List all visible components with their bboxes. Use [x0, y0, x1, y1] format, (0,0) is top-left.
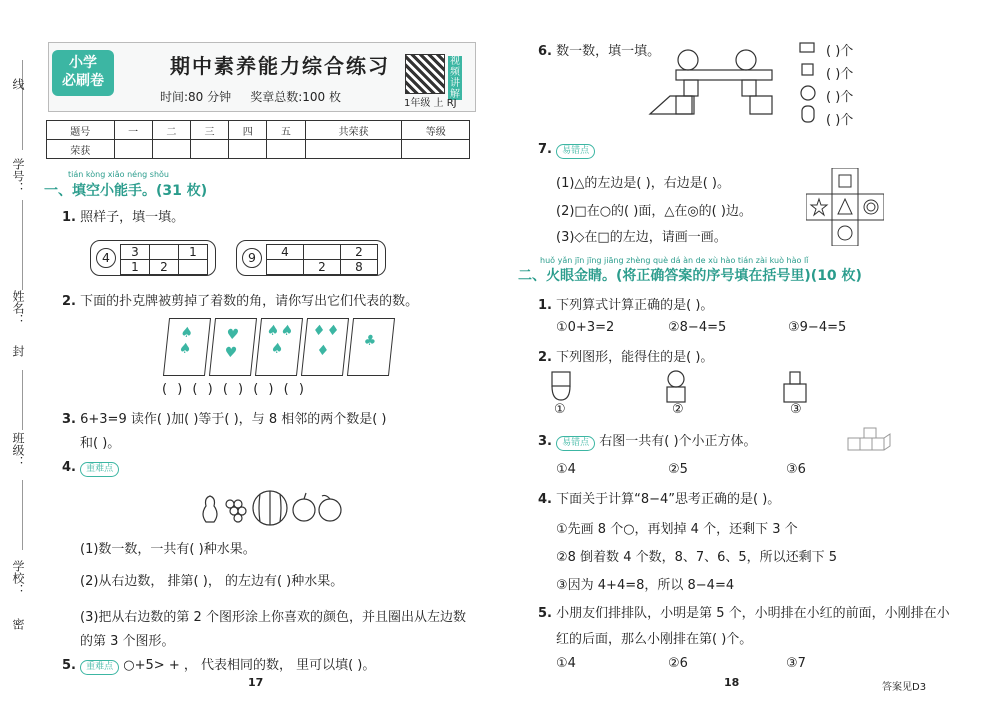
playing-card: ♥ ♥ — [209, 318, 257, 376]
cross-grid-figure — [806, 168, 884, 246]
choice-question-4: 4. 下面关于计算“8−4”思考正确的是( )。 — [538, 492, 781, 507]
choice-question-5: 5. 小朋友们排排队，小明是第 5 个，小明排在小红的前面，小刚排在小 — [538, 606, 950, 621]
option[interactable]: ②8 倒着数 4 个数，8、7、6、5，所以还剩下 5 — [556, 550, 838, 565]
option[interactable]: ②8−4=5 — [668, 320, 727, 335]
playing-card: ♠ ♠ — [163, 318, 211, 376]
name-label: 姓名： — [11, 290, 25, 326]
cut-line — [22, 200, 23, 290]
question-5: 5. 重难点 ○+5> + ， 代表相同的数， 里可以填( )。 — [62, 658, 376, 673]
option[interactable]: ②6 — [668, 656, 688, 671]
table-row: 题号 一 二 三 四 五 共荣获 等级 — [47, 121, 470, 140]
option[interactable]: ③9−4=5 — [788, 320, 847, 335]
total-circle: 4 — [96, 248, 116, 268]
question-4-b: (2)从右边数， 排第( )， 的左边有( )种水果。 — [80, 574, 344, 589]
cut-line — [22, 480, 23, 550]
blocks-figure — [646, 48, 776, 118]
exam-info — [160, 88, 341, 105]
playing-card: ♠ ♠ ♠ — [255, 318, 303, 376]
fruit-row — [198, 484, 358, 531]
page-number: 17 — [248, 676, 264, 689]
difficulty-tag: 易错点 — [556, 144, 595, 159]
question-3-cont: 和( )。 — [80, 436, 121, 451]
option[interactable]: ①先画 8 个○，再划掉 4 个，还剩下 3 个 — [556, 522, 798, 537]
section-title: 二、火眼金睛。(将正确答案的序号填在括号里)(10 枚) — [518, 268, 862, 284]
page-number: 18 — [724, 676, 740, 689]
cut-line — [22, 60, 23, 150]
score-table — [46, 120, 470, 159]
option[interactable]: ①0+3=2 — [556, 320, 615, 335]
question-4-c: (3)把从右边数的第 2 个图形涂上你喜欢的颜色，并且圈出从左边数 — [80, 610, 466, 625]
legend-shapes — [798, 40, 818, 128]
cube-stack — [846, 426, 894, 457]
question-4-c-cont: 的第 3 个图形。 — [80, 634, 175, 649]
question-6: 6. 数一数，填一填。 — [538, 44, 661, 59]
option[interactable]: ②5 — [668, 462, 688, 477]
question-3: 3. 6+3=9 读作( )加( )等于( )，与 8 相邻的两个数是( ) — [62, 412, 387, 427]
question-7-c: (3)◇在□的左边，请画一画。 — [556, 230, 727, 245]
difficulty-tag: 重难点 — [80, 660, 119, 675]
option[interactable]: ② — [672, 402, 684, 417]
question-1: 1. 照样子，填一填。 — [62, 210, 185, 225]
question-4-a: (1)数一数，一共有( )种水果。 — [80, 542, 256, 557]
option[interactable]: ③因为 4+4=8，所以 8−4=4 — [556, 578, 735, 593]
circle-shape: ○ — [123, 658, 135, 673]
count-answer[interactable]: ( )个 — [826, 90, 854, 105]
answer-blanks[interactable]: ( ) ( ) ( ) ( ) ( ) — [162, 382, 304, 397]
fruit-icons — [198, 484, 358, 528]
question-4: 4. 重难点 — [62, 460, 119, 477]
question-7: 7. 易错点 — [538, 142, 595, 159]
option[interactable]: ③6 — [786, 462, 806, 477]
option[interactable]: ①4 — [556, 462, 576, 477]
choice-question-3: 3. 易错点 右图一共有( )个小正方体。 — [538, 434, 757, 449]
medal-total: 奖章总数:100 枚 — [250, 90, 341, 104]
cube-stack-figure — [846, 426, 894, 454]
section-pinyin: huǒ yǎn jīn jīng jiāng zhèng què dá àn de xù hào tián zài kuò hào lǐ — [540, 256, 809, 265]
choice-question-1: 1. 下列算式计算正确的是( )。 — [538, 298, 714, 313]
school-label: 学校： — [11, 560, 25, 596]
shape-legend — [798, 40, 818, 131]
count-answer[interactable]: ( )个 — [826, 44, 854, 59]
choice-question-5-cont: 红的后面，那么小刚排在第( )个。 — [556, 632, 753, 647]
block-structure — [646, 48, 776, 121]
section-pinyin: tián kòng xiǎo néng shǒu — [68, 170, 169, 179]
binding-margin — [0, 0, 44, 711]
cut-mark: 封 — [11, 345, 25, 357]
video-label: 视频讲解 — [450, 56, 460, 100]
table-row: 荣获 — [47, 140, 470, 159]
question-7-b: (2)□在○的( )面，△在◎的( )边。 — [556, 204, 752, 219]
count-answer[interactable]: ( )个 — [826, 113, 854, 128]
cut-line — [22, 370, 23, 430]
difficulty-tag: 易错点 — [556, 436, 595, 451]
playing-card: ♣ — [347, 318, 395, 376]
choice-question-2: 2. 下列图形，能得住的是( )。 — [538, 350, 714, 365]
cut-mark: 密 — [11, 618, 25, 630]
question-2: 2. 下面的扑克牌被剪掉了着数的角，请你写出它们代表的数。 — [62, 294, 419, 309]
playing-card: ♦ ♦ ♦ — [301, 318, 349, 376]
answer-reference: 答案见D3 — [882, 682, 927, 693]
cross-grid — [806, 168, 884, 249]
student-id-label: 学号： — [11, 158, 25, 194]
option[interactable]: ③ — [790, 402, 802, 417]
series-badge: 小学 必刷卷 — [52, 50, 114, 96]
option[interactable]: ③7 — [786, 656, 806, 671]
stack-figures — [548, 370, 818, 404]
option[interactable]: ① — [554, 402, 566, 417]
time-limit: 时间:80 分钟 — [160, 90, 232, 104]
question-7-a: (1)△的左边是( )，右边是( )。 — [556, 176, 730, 191]
page-title: 期中素养能力综合练习 — [170, 54, 390, 78]
option[interactable]: ①4 — [556, 656, 576, 671]
class-label: 班级： — [11, 432, 25, 468]
difficulty-tag: 重难点 — [80, 462, 119, 477]
total-circle: 9 — [242, 248, 262, 268]
count-answer[interactable]: ( )个 — [826, 67, 854, 82]
grade-label: 1年级 上 RJ — [404, 98, 457, 109]
qr-code[interactable] — [405, 54, 445, 94]
section-title: 一、填空小能手。(31 枚) — [44, 183, 208, 199]
cut-mark: 线 — [11, 78, 25, 90]
